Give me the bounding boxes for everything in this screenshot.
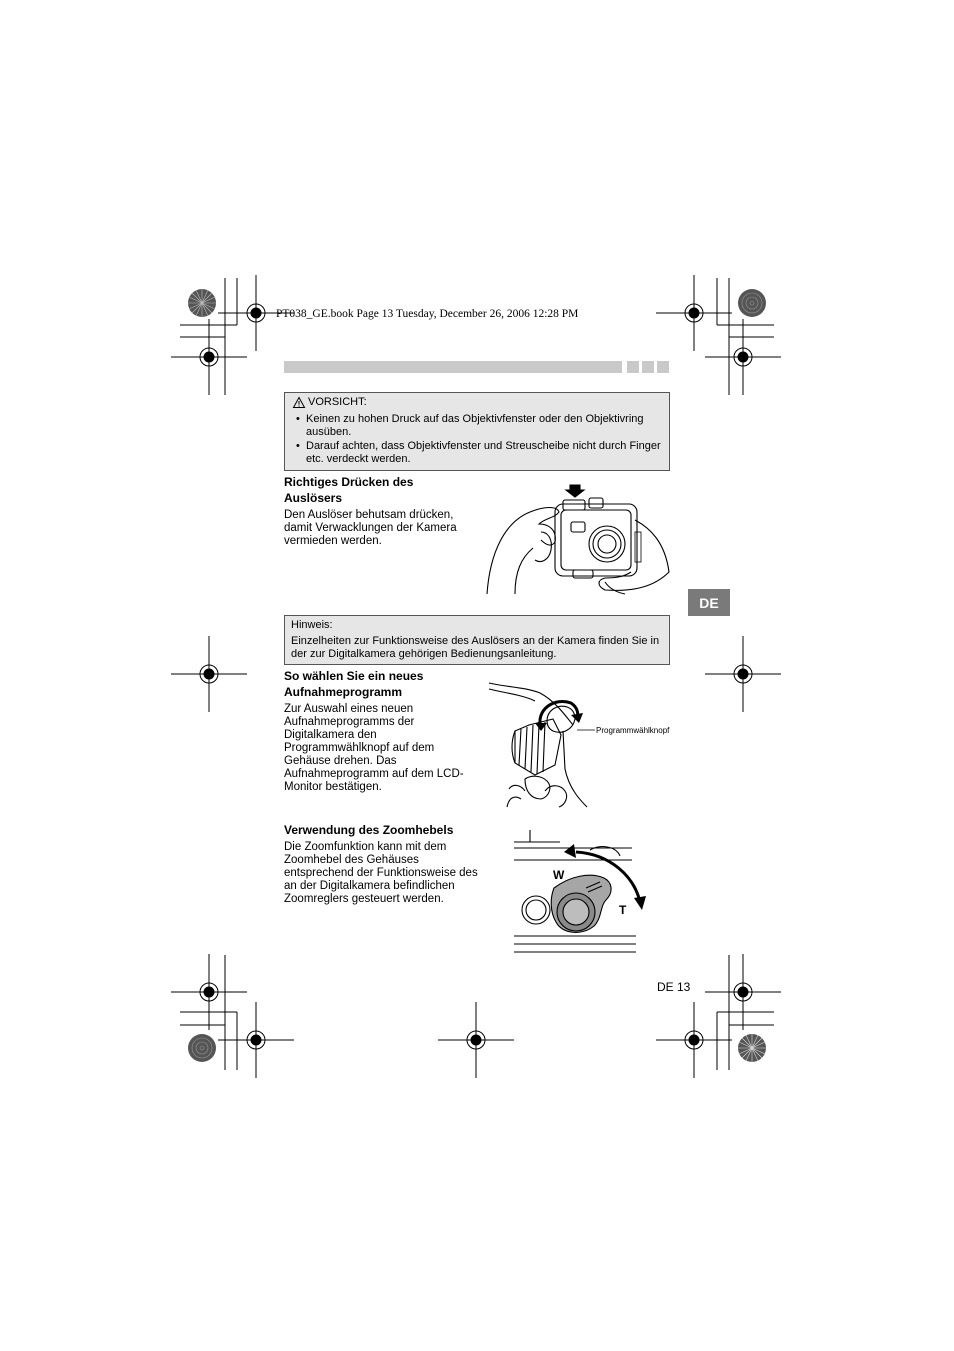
section-heading: So wählen Sie ein neues Aufnahmeprogramm xyxy=(284,669,424,699)
section-heading: Richtiges Drücken des Auslösers xyxy=(284,475,414,505)
camera-housing-illustration xyxy=(485,482,675,602)
header-square xyxy=(642,361,654,373)
registration-mark-icon xyxy=(705,636,785,716)
header-square xyxy=(627,361,639,373)
header-square xyxy=(657,361,669,373)
program-dial-illustration xyxy=(485,679,595,807)
caution-title: VORSICHT: xyxy=(308,396,367,408)
note-text: Einzelheiten zur Funktionsweise des Auslösers an der Kamera finden Sie in der zur Digitalkamera gehörigen Bedienungsanleitung. xyxy=(291,635,660,660)
note-box xyxy=(284,615,670,665)
zoom-label-w: W xyxy=(553,868,565,882)
caution-box xyxy=(284,392,670,471)
starburst-target-icon xyxy=(187,288,217,318)
starburst-target-icon xyxy=(187,1033,217,1063)
dial-callout-label: Programmwählknopf xyxy=(596,726,670,735)
caution-item: • Darauf achten, dass Objektivfenster und Streuscheibe nicht durch Finger etc. verdeckt werden. xyxy=(291,440,663,466)
section-text: Zur Auswahl eines neuen Aufnahmeprogramms der Digitalkamera den Programmwählknopf auf dem Gehäuse drehen. Das Aufnahmeprogramm auf dem LCD-Monitor bestätigen. xyxy=(284,703,464,793)
caution-item: • Keinen zu hohen Druck auf das Objektivfenster oder den Objektivring ausüben. xyxy=(291,413,663,439)
print-header: PT038_GE.book Page 13 Tuesday, December 26, 2006 12:28 PM xyxy=(276,308,579,320)
language-tab: DE xyxy=(688,589,730,616)
zoom-lever-illustration xyxy=(510,826,640,956)
registration-mark-icon xyxy=(171,319,251,399)
header-bar xyxy=(284,361,622,373)
starburst-target-icon xyxy=(737,288,767,318)
page-number: DE 13 xyxy=(657,980,691,994)
registration-mark-icon xyxy=(171,636,251,716)
registration-mark-icon xyxy=(656,1002,736,1082)
registration-mark-icon xyxy=(705,319,785,399)
zoom-label-t: T xyxy=(619,903,627,917)
registration-mark-icon xyxy=(438,1002,518,1082)
section-heading: Verwendung des Zoomhebels xyxy=(284,823,454,837)
starburst-target-icon xyxy=(737,1033,767,1063)
note-title: Hinweis: xyxy=(291,619,333,631)
section-text: Den Auslöser behutsam drücken, damit Verwacklungen der Kamera vermieden werden. xyxy=(284,509,457,547)
registration-mark-icon xyxy=(218,1002,298,1082)
warning-icon xyxy=(293,397,305,408)
section-text: Die Zoomfunktion kann mit dem Zoomhebel des Gehäuses entsprechend der Funktionsweise des an der Digitalkamera befindlichen Zoomreglers gesteuert werden. xyxy=(284,841,478,905)
